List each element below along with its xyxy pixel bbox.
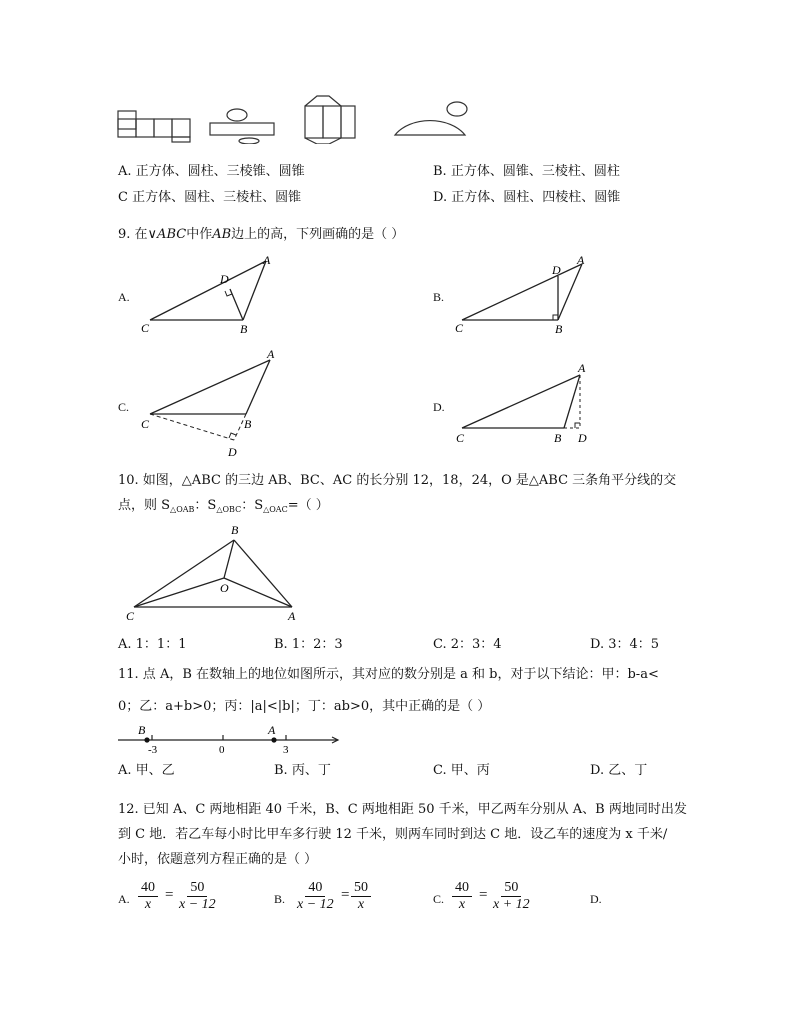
q12-option-d-label[interactable]: D. bbox=[590, 892, 602, 906]
q12-c-equals: = bbox=[479, 887, 488, 903]
svg-text:D: D bbox=[228, 445, 237, 459]
q9-stem: 9. 在∨ABC中作AB边上的高，下列画确的是（ ） bbox=[118, 227, 405, 242]
q9-figure-d bbox=[452, 358, 602, 448]
q8-option-a[interactable]: A. 正方体、圆柱、三棱锥、圆锥 bbox=[118, 164, 305, 179]
cylinder-net bbox=[210, 109, 274, 144]
q9-figure-b bbox=[452, 252, 602, 337]
svg-text:B: B bbox=[138, 723, 146, 737]
q12-stem-line1: 12. 已知 A、C 两地相距 40 千米，B、C 两地相距 50 千米，甲乙两车分别从 A、B 两地同时出发 bbox=[118, 802, 687, 817]
q11-option-a[interactable]: A. 甲、乙 bbox=[118, 763, 175, 778]
svg-text:C: C bbox=[141, 321, 150, 335]
q10-option-d[interactable]: D. 3：4：5 bbox=[590, 637, 660, 652]
q11-option-c[interactable]: C. 甲、丙 bbox=[433, 763, 490, 778]
q12-a-equals: = bbox=[165, 887, 174, 903]
q12-c-left-fraction: $\frac{40}{x}$ bbox=[452, 880, 472, 913]
svg-text:B: B bbox=[240, 322, 248, 336]
q12-b-right-fraction: $\frac{50}{x}$ bbox=[351, 880, 371, 913]
q10-stem-line2: 点，则 $S_{\triangle OAB}$：$S_{\triangle OBC}$：$S_{\triangle OAC}=$（ ） bbox=[118, 498, 329, 514]
svg-text:A: A bbox=[578, 361, 586, 375]
svg-text:A: A bbox=[577, 253, 585, 267]
q8-option-c[interactable]: C 正方体、圆柱、三棱柱、圆锥 bbox=[118, 190, 302, 205]
prism-net bbox=[305, 96, 355, 144]
q11-number-line bbox=[116, 722, 346, 756]
svg-text:C: C bbox=[455, 321, 464, 335]
svg-text:D: D bbox=[220, 272, 229, 286]
q10-triangle-figure bbox=[120, 520, 310, 625]
svg-text:D: D bbox=[578, 431, 587, 445]
q12-a-right-fraction: $\frac{50}{x - 12}$ bbox=[179, 880, 216, 912]
q12-a-left-fraction: $\frac{40}{x}$ bbox=[138, 880, 158, 913]
svg-text:A: A bbox=[268, 723, 276, 737]
svg-text:C: C bbox=[141, 417, 150, 431]
svg-text:A: A bbox=[288, 609, 296, 623]
q12-option-a-label[interactable]: A. bbox=[118, 892, 130, 906]
cone-net bbox=[395, 102, 467, 135]
q12-b-left-fraction: $\frac{40}{x - 12}$ bbox=[297, 880, 334, 912]
svg-text:B: B bbox=[555, 322, 563, 336]
q9-option-b-label[interactable]: B. bbox=[433, 290, 445, 304]
q9-figure-a bbox=[138, 252, 288, 337]
q10-option-a[interactable]: A. 1：1：1 bbox=[118, 637, 187, 652]
q12-option-b-label[interactable]: B. bbox=[274, 892, 286, 906]
svg-text:-3: -3 bbox=[148, 744, 158, 756]
q10-stem-line1: 10. 如图，△ABC 的三边 AB、BC、AC 的长分别 12，18，24，O 是△ABC 三条角平分线的交 bbox=[118, 473, 677, 488]
q9-option-a-label[interactable]: A. bbox=[118, 290, 130, 304]
svg-text:B: B bbox=[554, 431, 562, 445]
q8-option-d[interactable]: D. 正方体、圆柱、四棱柱、圆锥 bbox=[433, 190, 621, 205]
svg-text:0: 0 bbox=[219, 744, 225, 756]
svg-text:D: D bbox=[552, 263, 561, 277]
q11-stem-line2: 0；乙：a+b>0；丙：|a|<|b|；丁：ab>0，其中正确的是（ ） bbox=[118, 699, 491, 714]
q10-option-b[interactable]: B. 1：2：3 bbox=[274, 637, 343, 652]
q11-option-b[interactable]: B. 丙、丁 bbox=[274, 763, 331, 778]
q8-option-b[interactable]: B. 正方体、圆锥、三棱柱、圆柱 bbox=[433, 164, 620, 179]
svg-text:C: C bbox=[126, 609, 135, 623]
svg-text:C: C bbox=[456, 431, 465, 445]
svg-text:3: 3 bbox=[283, 744, 289, 756]
q10-option-c[interactable]: C. 2：3：4 bbox=[433, 637, 502, 652]
q12-option-c-label[interactable]: C. bbox=[433, 892, 445, 906]
q12-b-equals: = bbox=[341, 887, 350, 903]
q12-c-right-fraction: $\frac{50}{x + 12}$ bbox=[493, 880, 530, 912]
q9-option-d-label[interactable]: D. bbox=[433, 400, 445, 414]
q9-option-c-label[interactable]: C. bbox=[118, 400, 130, 414]
q12-stem-line3: 小时，依题意列方程正确的是（ ） bbox=[118, 852, 318, 867]
q11-option-d[interactable]: D. 乙、丁 bbox=[590, 763, 648, 778]
q12-stem-line2: 到 C 地．若乙车每小时比甲车多行驶 12 千米，则两车同时到达 C 地．设乙车的速度为 x 千米/ bbox=[118, 827, 668, 842]
svg-text:A: A bbox=[263, 253, 271, 267]
cube-net bbox=[118, 111, 190, 142]
svg-text:B: B bbox=[231, 523, 239, 537]
q9-figure-c bbox=[138, 344, 288, 462]
svg-text:A: A bbox=[267, 347, 275, 361]
q11-stem-line1: 11. 点 A，B 在数轴上的地位如图所示，其对应的数分别是 a 和 b，对于以下结论：甲：b-a< bbox=[118, 667, 659, 682]
q8-nets-figure bbox=[110, 92, 480, 144]
svg-text:B: B bbox=[244, 417, 252, 431]
svg-text:O: O bbox=[220, 581, 229, 595]
